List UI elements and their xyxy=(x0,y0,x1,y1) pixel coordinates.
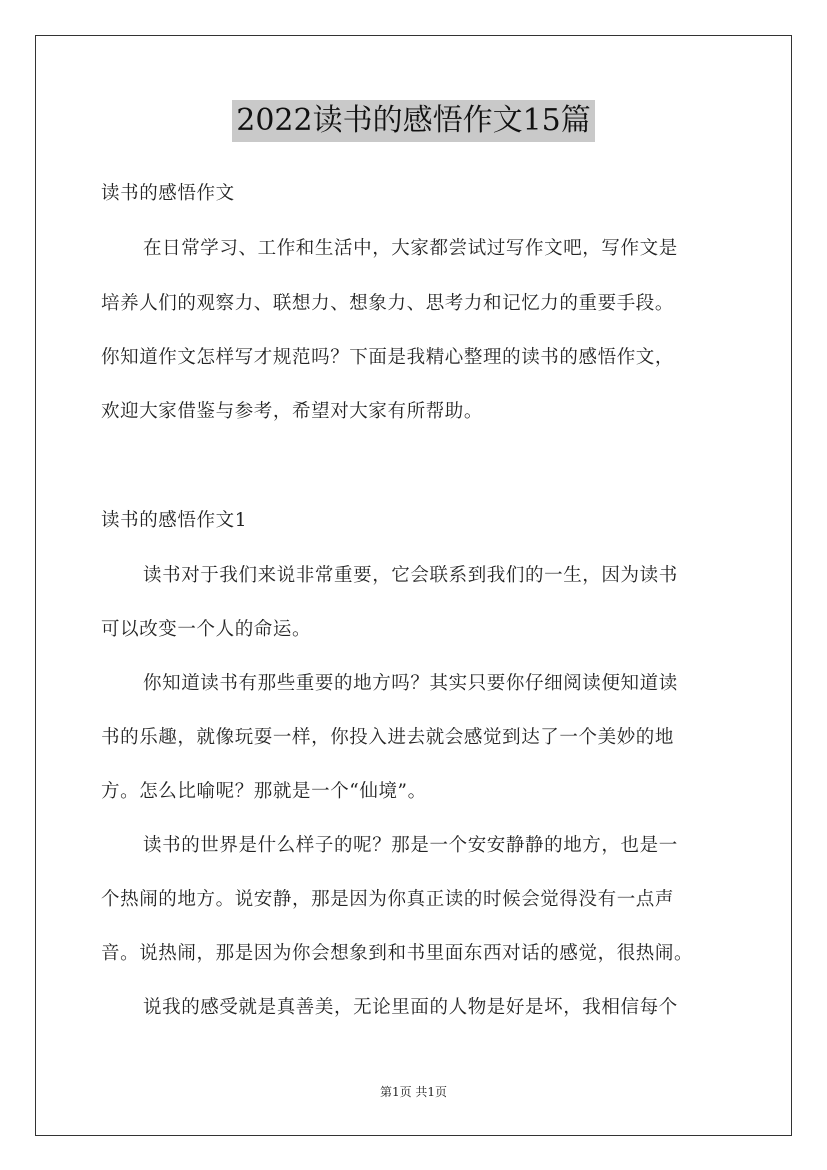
paragraph-line: 你知道作文怎样写才规范吗？下面是我精心整理的读书的感悟作文， xyxy=(101,347,675,368)
section-heading: 读书的感悟作文1 xyxy=(101,510,248,531)
paragraph-line: 书的乐趣，就像玩耍一样，你投入进去就会感觉到达了一个美妙的地 xyxy=(101,727,675,748)
paragraph-line: 个热闹的地方。说安静，那是因为你真正读的时候会觉得没有一点声 xyxy=(101,889,675,910)
paragraph-line: 说我的感受就是真善美，无论里面的人物是好是坏，我相信每个 xyxy=(143,997,678,1018)
paragraph-line: 欢迎大家借鉴与参考，希望对大家有所帮助。 xyxy=(101,401,484,422)
intro-heading: 读书的感悟作文 xyxy=(101,183,235,204)
paragraph-line: 可以改变一个人的命运。 xyxy=(101,619,312,640)
paragraph-line: 方。怎么比喻呢？那就是一个“仙境”。 xyxy=(101,781,427,802)
paragraph-line: 读书对于我们来说非常重要，它会联系到我们的一生，因为读书 xyxy=(143,565,678,586)
paragraph-line: 在日常学习、工作和生活中，大家都尝试过写作文吧，写作文是 xyxy=(143,238,678,259)
paragraph-line: 音。说热闹，那是因为你会想象到和书里面东西对话的感觉，很热闹。 xyxy=(101,943,694,964)
page-footer: 第1页 共1页 xyxy=(379,1085,448,1099)
paragraph-line: 读书的世界是什么样子的呢？那是一个安安静静的地方，也是一 xyxy=(143,835,678,856)
title-container xyxy=(0,100,827,142)
document-title: 2022读书的感悟作文15篇 xyxy=(232,100,595,142)
paragraph-line: 培养人们的观察力、联想力、想象力、思考力和记忆力的重要手段。 xyxy=(101,293,675,314)
paragraph-line: 你知道读书有那些重要的地方吗？其实只要你仔细阅读便知道读 xyxy=(143,673,678,694)
